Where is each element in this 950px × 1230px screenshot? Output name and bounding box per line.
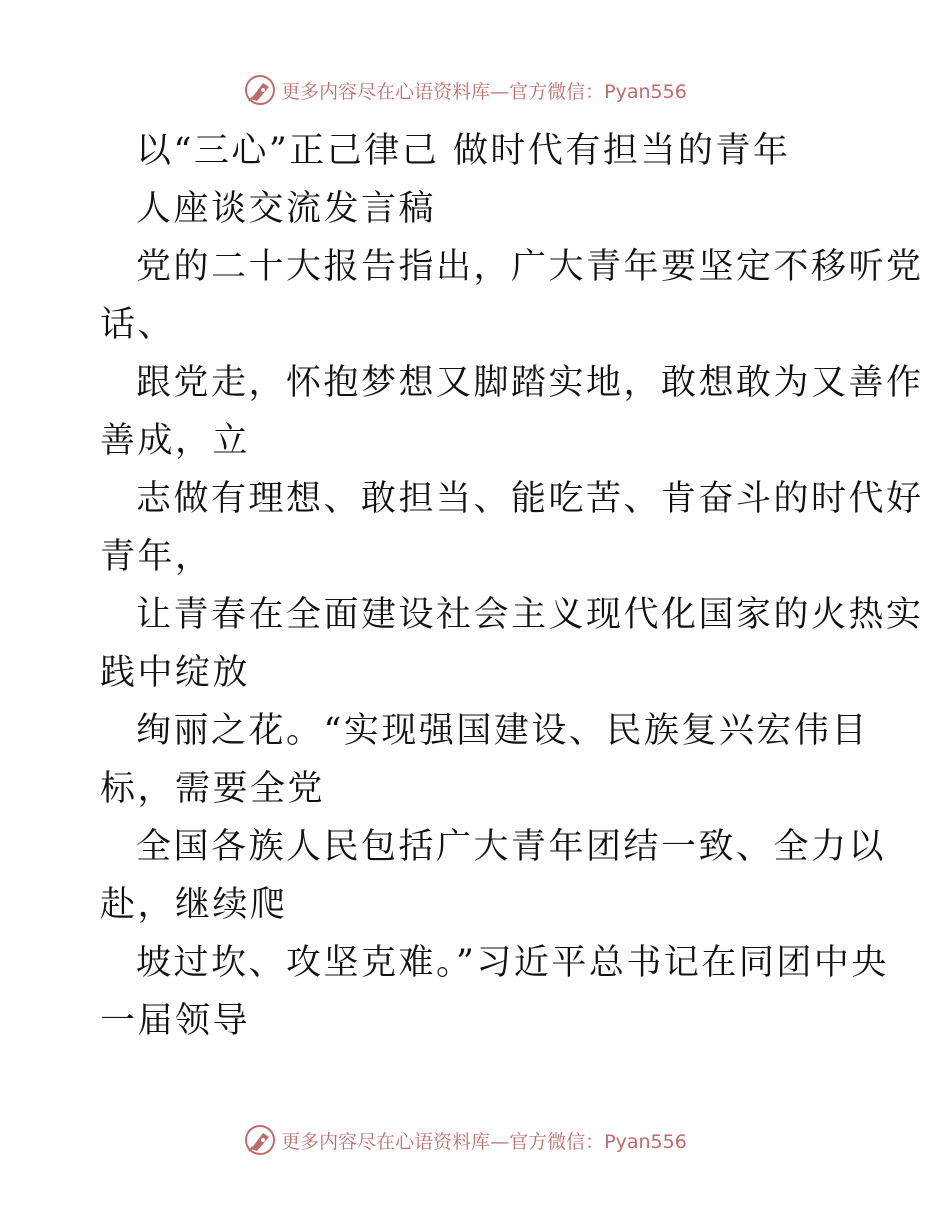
text-line: 全国各族人民包括广大青年团结一致、全力以 (136, 827, 887, 867)
footer-watermark (0, 1120, 950, 1160)
pen-nib-logo-icon (243, 1123, 277, 1157)
text-line: 青年， (100, 537, 213, 577)
header-text (281, 77, 687, 104)
header-slogan: 更多内容尽在心语资料库—官方微信： (281, 80, 605, 103)
document-body (100, 122, 924, 1050)
header-wechat-id: Pyan556 (604, 80, 687, 103)
text-line: 标，需要全党 (100, 769, 326, 809)
text-line: 践中绽放 (100, 653, 251, 693)
text-line: 善成，立 (100, 421, 251, 461)
text-line: 让青春在全面建设社会主义现代化国家的火热实 (136, 595, 924, 635)
text-line: 党的二十大报告指出，广大青年要坚定不移听党 (136, 247, 924, 287)
text-line: 志做有理想、敢担当、能吃苦、肯奋斗的时代好 (136, 479, 924, 519)
text-line: 话、 (100, 305, 176, 345)
text-line: 坡过坎、攻坚克难。”习近平总书记在同团中央 (136, 943, 889, 983)
footer-slogan: 更多内容尽在心语资料库—官方微信： (281, 1130, 605, 1153)
text-line: 人座谈交流发言稿 (136, 189, 437, 229)
text-line: 一届领导 (100, 1001, 251, 1041)
text-line: 绚丽之花。“实现强国建设、民族复兴宏伟目 (136, 711, 869, 751)
text-line: 赴，继续爬 (100, 885, 288, 925)
pen-nib-logo-icon (243, 73, 277, 107)
text-line: 以“三心”正己律己 做时代有担当的青年 (136, 131, 791, 171)
text-line: 跟党走，怀抱梦想又脚踏实地，敢想敢为又善作 (136, 363, 924, 403)
footer-wechat-id: Pyan556 (604, 1130, 687, 1153)
footer-text (281, 1127, 687, 1154)
header-watermark (0, 70, 950, 110)
